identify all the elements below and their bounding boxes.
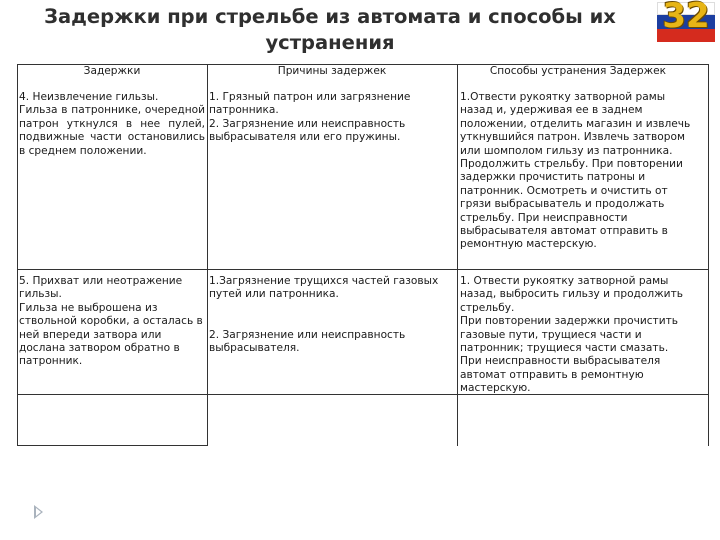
row1-delay: 4. Неизвлечение гильзы. Гильза в патроннике, очередной патрон уткнулся в нее пулей, подвижные части остановились в среднем положении.: [19, 91, 205, 157]
table-divider-2: [457, 64, 458, 446]
row2-cause: 1.Загрязнение трущихся частей газовых путей или патронника. 2. Загрязнение или неисправность выбрасывателя.: [209, 275, 439, 355]
header-remedies: Способы устранения Задержек: [489, 65, 667, 77]
row1-cause: 1. Грязный патрон или загрязнение патронника. 2. Загрязнение или неисправность выбрасывателя или его пружины.: [209, 91, 411, 144]
delays-table: [17, 64, 709, 446]
header-delays: Задержки: [83, 65, 141, 77]
slide-number-badge: [657, 2, 715, 42]
table-border-left: [17, 64, 18, 446]
row1-remedy: 1.Отвести рукоятку затворной рамы назад и, удерживая ее в заднем положении, отделить магазин и извлечь уткнувшийся патрон. Извлечь затвором или шомполом гильзу из патронника. Продолжить стрельбу. При повторении задержки прочистить патроны и патронник. Осмотреть и очистить от грязи выбрасыватель и продолжать стрельбу. При неисправности выбрасывателя автомат отправить в ремонтную мастерскую.: [460, 91, 691, 251]
slide-title: Задержки при стрельбе из автомата и способы их устранения: [44, 5, 616, 54]
row2-remedy: 1. Отвести рукоятку затворной рамы назад, выбросить гильзу и продолжить стрельбу. При повторении задержки прочистить газовые пути, трущиеся части и патронник; трущиеся части смазать. При неисправности выбрасывателя автомат отправить в ремонтную мастерскую.: [460, 275, 683, 395]
table-divider-1: [207, 64, 208, 446]
table-border-bottom: [17, 445, 207, 446]
table-row-divider-1: [17, 269, 709, 270]
table-border-right: [708, 64, 709, 446]
row2-delay: 5. Прихват или неотражение гильзы. Гильза не выброшена из ствольной коробки, а осталась в ней впереди затвора или дослана затвором обратно в патронник.: [19, 275, 203, 368]
play-icon[interactable]: [34, 505, 43, 519]
header-causes: Причины задержек: [277, 65, 387, 77]
slide-number: 32: [662, 0, 710, 36]
